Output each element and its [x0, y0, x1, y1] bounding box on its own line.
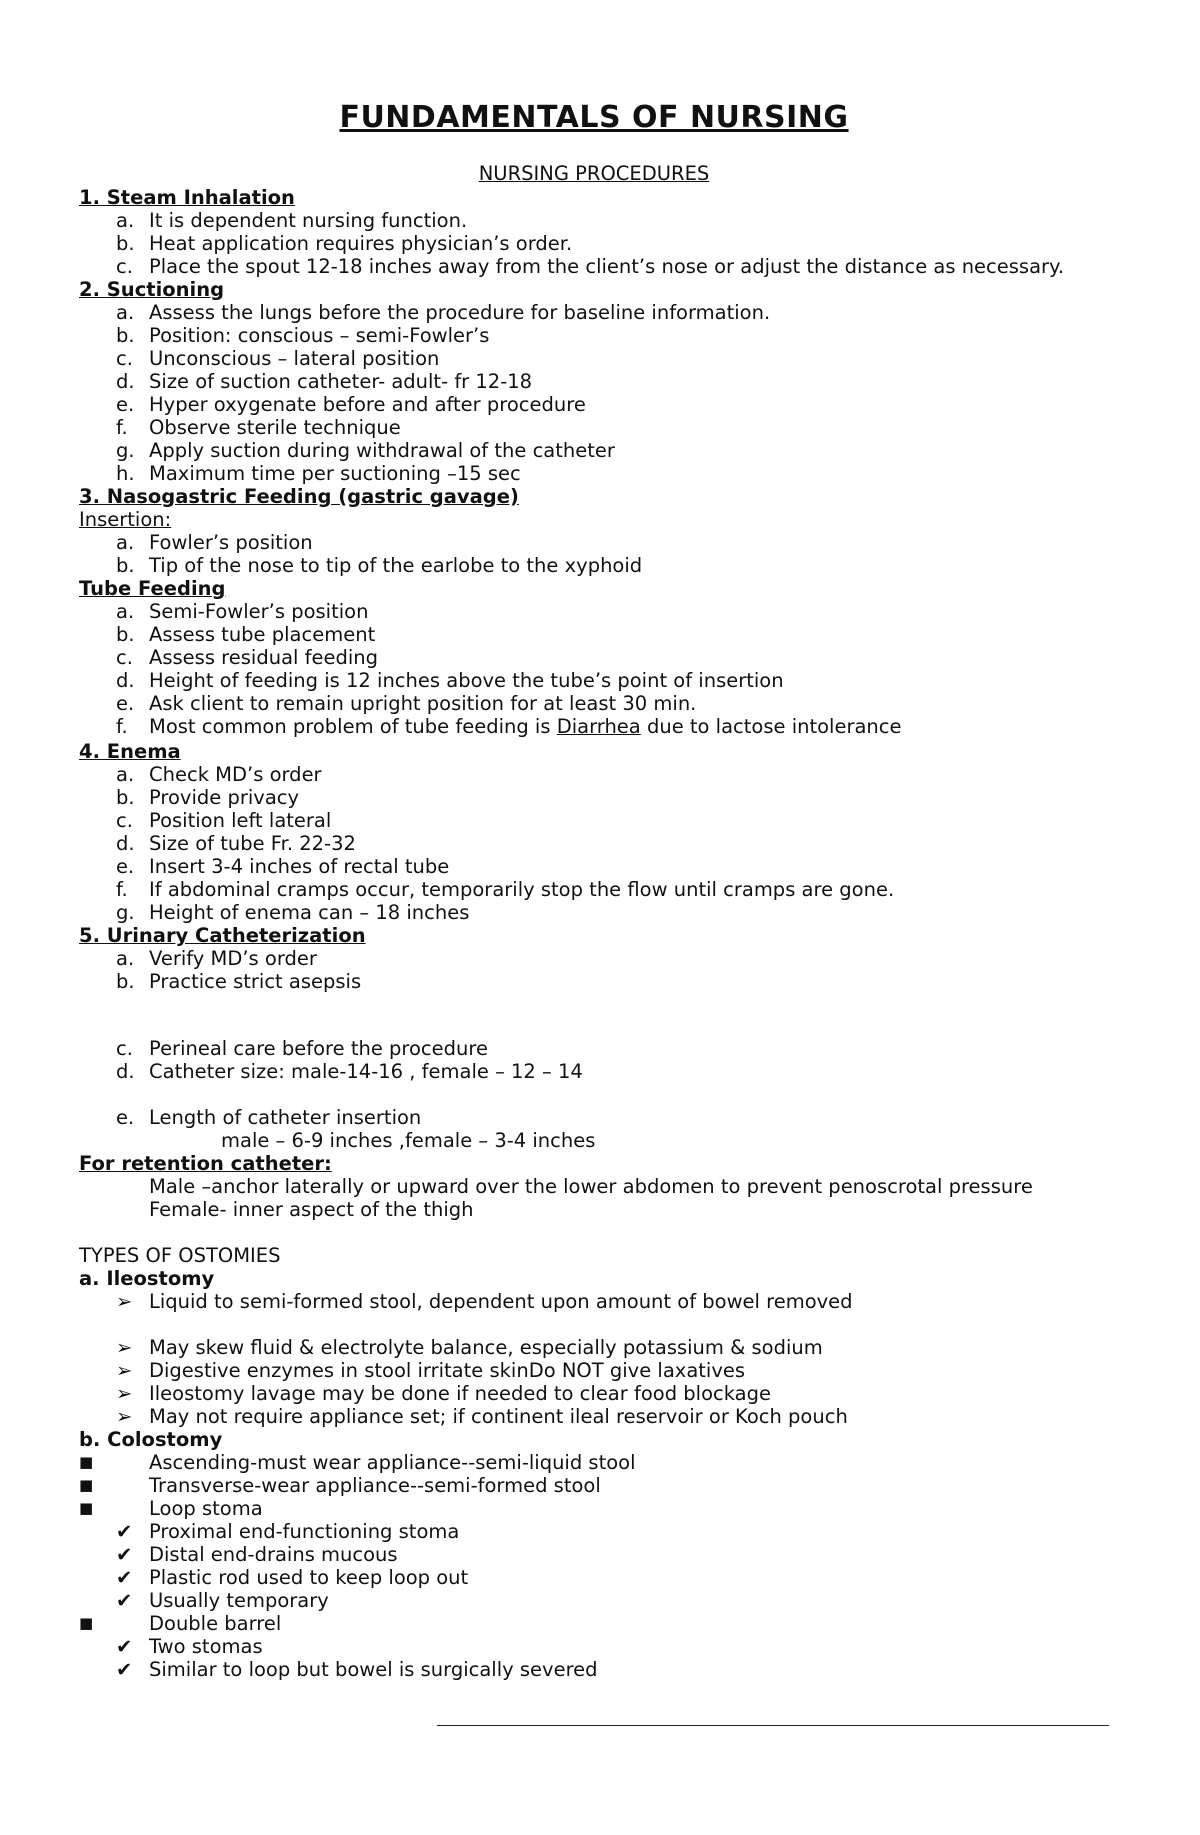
list-item: f. Observe sterile technique: [116, 416, 401, 439]
list-item: ■ Double barrel: [79, 1612, 282, 1635]
list-item: ➢ Liquid to semi-formed stool, dependent upon amount of bowel removed: [116, 1290, 853, 1313]
insertion-list: [79, 531, 1139, 577]
list-item: ➢ May skew fluid & electrolyte balance, especially potassium & sodium: [116, 1336, 823, 1359]
list-item: a. Semi-Fowler’s position: [116, 600, 369, 623]
list-item: c. Position left lateral: [116, 809, 332, 832]
heading-ileostomy: a. Ileostomy: [79, 1267, 215, 1290]
list-item: e. Hyper oxygenate before and after procedure: [116, 393, 586, 416]
document-title: FUNDAMENTALS OF NURSING: [339, 100, 849, 135]
list-item: a. Check MD’s order: [116, 763, 322, 786]
list-item: c. Perineal care before the procedure: [116, 1037, 488, 1060]
list-item: ■ Ascending-must wear appliance--semi-liquid stool: [79, 1451, 636, 1474]
list-item: a. It is dependent nursing function.: [116, 209, 468, 232]
retention-male: Male –anchor laterally or upward over the lower abdomen to prevent penoscrotal pressure: [149, 1175, 1033, 1198]
list-item: ✔ Plastic rod used to keep loop out: [116, 1566, 469, 1589]
check-bullet-icon: ✔: [116, 1635, 133, 1658]
heading-retention-catheter: For retention catheter:: [79, 1152, 332, 1175]
square-bullet-icon: ■: [79, 1453, 94, 1471]
list-item: ■ Loop stoma: [79, 1497, 263, 1520]
insertion-label: Insertion:: [79, 508, 172, 531]
retention-female: Female- inner aspect of the thigh: [149, 1198, 474, 1221]
list-item: e. Ask client to remain upright position for at least 30 min.: [116, 692, 697, 715]
list-item: g. Height of enema can – 18 inches: [116, 901, 470, 924]
list-item: e. Insert 3-4 inches of rectal tube: [116, 855, 450, 878]
check-bullet-icon: ✔: [116, 1589, 133, 1612]
arrow-bullet-icon: ➢: [116, 1405, 133, 1428]
urinary-list: [79, 947, 1139, 1152]
list-item: ✔ Similar to loop but bowel is surgically severed: [116, 1658, 598, 1681]
list-item: c. Assess residual feeding: [116, 646, 379, 669]
heading-tube-feeding: Tube Feeding: [79, 577, 226, 600]
heading-urinary-catheterization: 5. Urinary Catheterization: [79, 924, 366, 947]
list-item: g. Apply suction during withdrawal of the catheter: [116, 439, 615, 462]
square-bullet-icon: ■: [79, 1614, 94, 1632]
list-item: b. Provide privacy: [116, 786, 300, 809]
heading-nasogastric-feeding: 3. Nasogastric Feeding (gastric gavage): [79, 485, 519, 508]
document-subtitle: NURSING PROCEDURES: [478, 162, 710, 185]
list-item: ✔ Proximal end-functioning stoma: [116, 1520, 460, 1543]
heading-steam-inhalation: 1. Steam Inhalation: [79, 186, 295, 209]
arrow-bullet-icon: ➢: [116, 1382, 133, 1405]
list-item: ➢ Digestive enzymes in stool irritate skinDo NOT give laxatives: [116, 1359, 746, 1382]
list-item: c. Place the spout 12-18 inches away from the client’s nose or adjust the distance as necessary.: [116, 255, 1065, 278]
list-item: b. Tip of the nose to tip of the earlobe to the xyphoid: [116, 554, 643, 577]
list-item: ✔ Distal end-drains mucous: [116, 1543, 398, 1566]
square-bullet-icon: ■: [79, 1499, 94, 1517]
heading-enema: 4. Enema: [79, 740, 181, 763]
list-item: a. Verify MD’s order: [116, 947, 317, 970]
colostomy-list: [79, 1451, 1139, 1681]
list-item: ■ Transverse-wear appliance--semi-formed stool: [79, 1474, 601, 1497]
suction-list: [79, 301, 1139, 485]
list-item: b. Practice strict asepsis: [116, 970, 362, 993]
square-bullet-icon: ■: [79, 1476, 94, 1494]
list-item: d. Height of feeding is 12 inches above the tube’s point of insertion: [116, 669, 784, 692]
list-item: f. Most common problem of tube feeding is Diarrhea due to lactose intolerance: [116, 715, 902, 738]
arrow-bullet-icon: ➢: [116, 1336, 133, 1359]
insertion-length-detail: male – 6-9 inches ,female – 3-4 inches: [221, 1129, 596, 1152]
list-item: a. Assess the lungs before the procedure for baseline information.: [116, 301, 771, 324]
heading-colostomy: b. Colostomy: [79, 1428, 223, 1451]
list-item: c. Unconscious – lateral position: [116, 347, 440, 370]
arrow-bullet-icon: ➢: [116, 1359, 133, 1382]
list-item: ➢ Ileostomy lavage may be done if needed to clear food blockage: [116, 1382, 772, 1405]
list-item: ✔ Usually temporary: [116, 1589, 329, 1612]
list-item: d. Size of suction catheter- adult- fr 12-18: [116, 370, 533, 393]
check-bullet-icon: ✔: [116, 1520, 133, 1543]
list-item: h. Maximum time per suctioning –15 sec: [116, 462, 521, 485]
list-item: a. Fowler’s position: [116, 531, 313, 554]
list-item: b. Assess tube placement: [116, 623, 376, 646]
list-item: ➢ May not require appliance set; if continent ileal reservoir or Koch pouch: [116, 1405, 848, 1428]
check-bullet-icon: ✔: [116, 1543, 133, 1566]
arrow-bullet-icon: ➢: [116, 1290, 133, 1313]
steam-list: [79, 209, 1139, 278]
list-item: e. Length of catheter insertion: [116, 1106, 422, 1129]
list-item: b. Position: conscious – semi-Fowler’s: [116, 324, 490, 347]
list-item: d. Catheter size: male-14-16 , female – 12 – 14: [116, 1060, 583, 1083]
list-item: d. Size of tube Fr. 22-32: [116, 832, 356, 855]
list-item: ✔ Two stomas: [116, 1635, 263, 1658]
enema-list: [79, 763, 1139, 924]
tube-feeding-list: [79, 600, 1139, 740]
heading-types-of-ostomies: TYPES OF OSTOMIES: [79, 1244, 281, 1267]
document-body: [79, 186, 1139, 1681]
diarrhea-term: Diarrhea: [556, 715, 641, 738]
ileostomy-list: [79, 1290, 1139, 1428]
footer-rule: [437, 1725, 1109, 1726]
list-item: f. If abdominal cramps occur, temporarily stop the flow until cramps are gone.: [116, 878, 895, 901]
list-item: b. Heat application requires physician’s order.: [116, 232, 573, 255]
check-bullet-icon: ✔: [116, 1566, 133, 1589]
check-bullet-icon: ✔: [116, 1658, 133, 1681]
heading-suctioning: 2. Suctioning: [79, 278, 225, 301]
